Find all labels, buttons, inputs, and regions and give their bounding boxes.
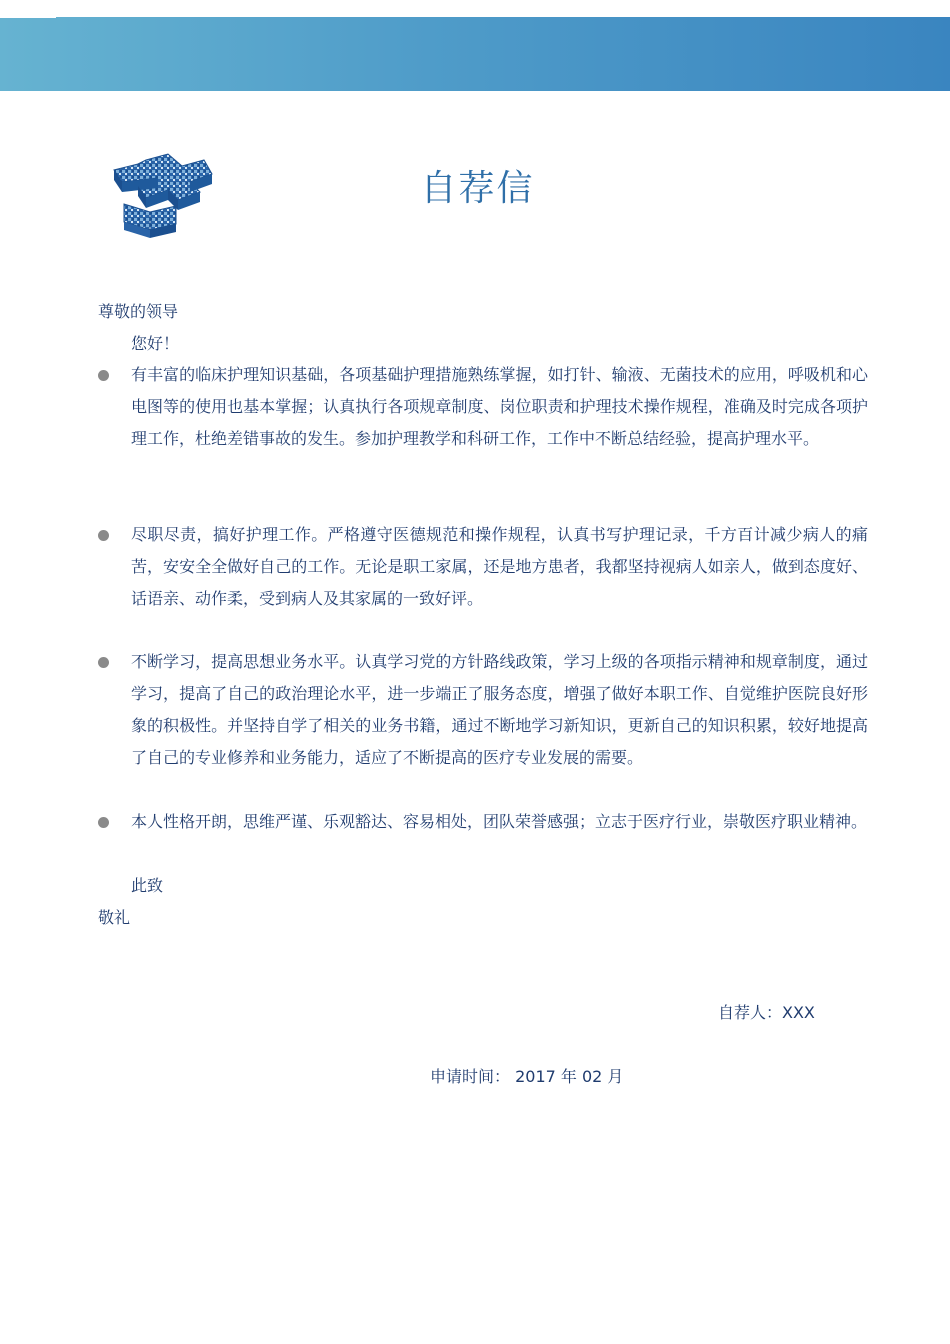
- bullet-icon: [98, 817, 109, 828]
- bullet-icon: [98, 530, 109, 541]
- salutation: 尊敬的领导: [98, 302, 179, 321]
- paragraph-text: 有丰富的临床护理知识基础，各项基础护理措施熟练掌握，如打针、输液、无菌技术的应用，呼吸机和心电图等的使用也基本掌握；认真执行各项规章制度、岗位职责和护理技术操作规程，准确及时完成各项护理工作，杜绝差错事故的发生。参加护理教学和科研工作，工作中不断总结经验，提高护理水平。: [131, 365, 868, 448]
- header-band: [0, 17, 950, 91]
- bullet-icon: [98, 657, 109, 668]
- header-notch: [0, 17, 56, 18]
- paragraph-text: 尽职尽责，搞好护理工作。严格遵守医德规范和操作规程，认真书写护理记录，千方百计减少病人的痛苦，安安全全做好自己的工作。无论是职工家属，还是地方患者，我都坚持视病人如亲人，做到态度好、话语亲、动作柔，受到病人及其家属的一致好评。: [131, 525, 868, 608]
- bullet-icon: [98, 370, 109, 381]
- closing: 此致: [131, 876, 164, 895]
- application-date: 申请时间： 2017 年 02 月: [430, 1067, 624, 1086]
- regards: 敬礼: [98, 908, 131, 927]
- paragraph-text: 本人性格开朗，思维严谨、乐观豁达、容易相处，团队荣誉感强；立志于医疗行业，崇敬医疗职业精神。: [131, 812, 868, 831]
- page-title: 自荐信: [420, 168, 535, 209]
- signer: 自荐人：XXX: [718, 1003, 815, 1022]
- paragraph-text: 不断学习，提高思想业务水平。认真学习党的方针路线政策，学习上级的各项指示精神和规章制度，通过学习，提高了自己的政治理论水平，进一步端正了服务态度，增强了做好本职工作、自觉维护医院良好形象的积极性。并坚持自学了相关的业务书籍，通过不断地学习新知识，更新自己的知识积累，较好地提高了自己的专业修养和业务能力，适应了不断提高的医疗专业发展的需要。: [131, 652, 868, 767]
- greeting: 您好！: [131, 334, 180, 353]
